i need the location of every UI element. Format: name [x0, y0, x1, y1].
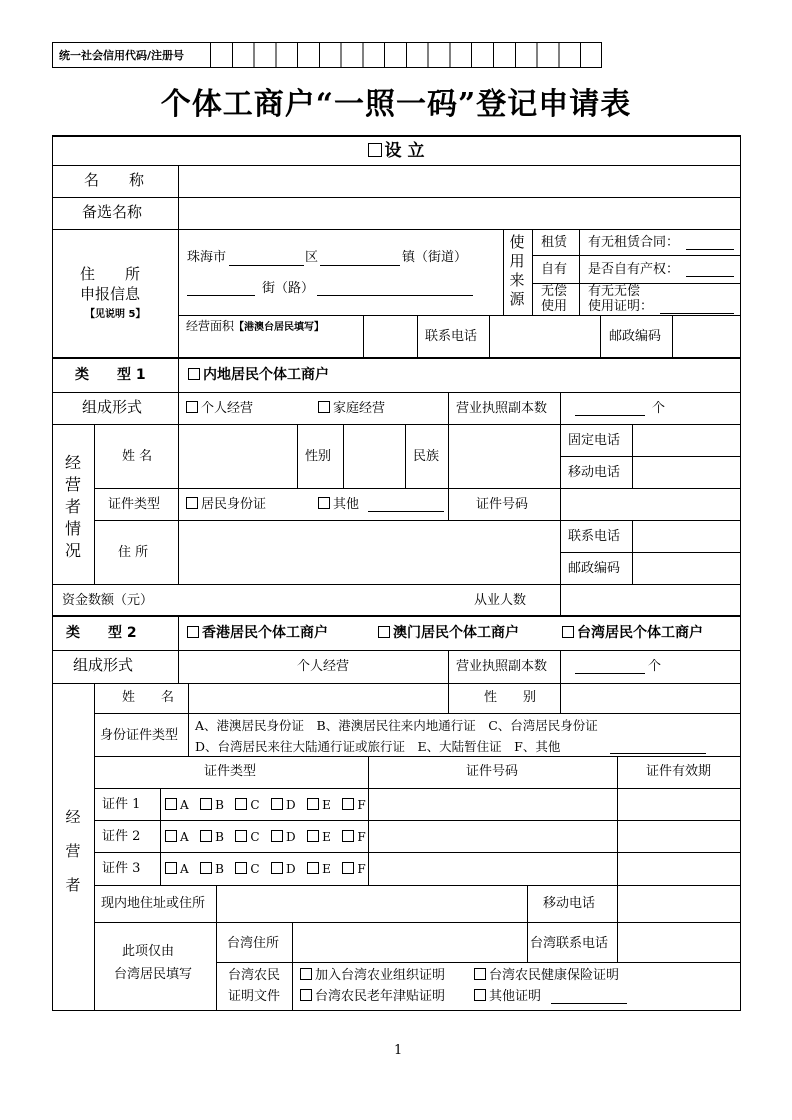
type2-org-form-label: 组成形式	[73, 656, 134, 674]
farmer-option-4[interactable]	[474, 989, 541, 1004]
type1-label: 类 型 1	[75, 367, 146, 383]
type2-col-type: 证件类型	[204, 764, 257, 779]
town-blank[interactable]	[320, 265, 400, 266]
type1-ethnic-input[interactable]	[449, 426, 559, 487]
type2-col-no: 证件号码	[466, 764, 519, 779]
type1-checkbox[interactable]	[188, 368, 200, 380]
farmer-option-1[interactable]	[300, 968, 445, 983]
type1-postcode-input[interactable]	[633, 553, 740, 583]
farmer-option-3[interactable]	[300, 989, 445, 1004]
name-label: 名 称	[84, 171, 145, 189]
cert2-options[interactable]: A B C D E F	[165, 830, 366, 845]
type1-mobile-input[interactable]	[633, 457, 740, 487]
type1-contact-phone-input[interactable]	[633, 521, 740, 551]
own-label: 自有	[541, 262, 568, 277]
type2-gender-label: 性 别	[484, 690, 537, 705]
type1-personal-option[interactable]	[186, 401, 253, 416]
type2-mobile-label: 移动电话	[543, 896, 596, 911]
tw-only-label-2: 台湾居民填写	[114, 967, 193, 982]
tw-phone-input[interactable]	[618, 924, 740, 961]
address-postcode-label: 邮政编码	[609, 329, 662, 344]
area-label-text: 经营面积	[186, 319, 235, 333]
cert1-label: 证件 1	[102, 797, 141, 812]
farmer-other-blank[interactable]	[551, 1003, 627, 1004]
area-note: 【港澳台居民填写】	[234, 322, 325, 333]
type2-id-other-blank[interactable]	[610, 753, 706, 754]
mainland-address-label: 现内地住址或住所	[101, 896, 206, 911]
type1-copies-unit: 个	[652, 401, 666, 416]
tw-phone-label: 台湾联系电话	[530, 936, 609, 951]
type1-option[interactable]	[188, 368, 329, 383]
page-number: 1	[394, 1043, 403, 1058]
city-label: 珠海市	[187, 250, 227, 265]
type1-ethnic-label: 民族	[413, 449, 440, 464]
cert3-options[interactable]: A B C D E F	[165, 862, 366, 877]
type2-label: 类 型 2	[66, 625, 137, 641]
type2-tw-label: 台湾居民个体工商户	[577, 625, 703, 641]
mainland-address-input[interactable]	[218, 887, 526, 921]
farmer-option-2[interactable]	[474, 968, 619, 983]
type1-personal-label: 个人经营	[201, 401, 254, 416]
type2-hk-checkbox[interactable]	[187, 626, 199, 638]
farmer-option-4-label: 其他证明	[489, 989, 542, 1004]
type1-copies-blank[interactable]	[575, 415, 645, 416]
type1-personal-checkbox[interactable]	[186, 401, 198, 413]
type1-fixed-phone-label: 固定电话	[568, 433, 621, 448]
type1-gender-label: 性别	[305, 449, 332, 464]
type2-option-tw[interactable]	[562, 626, 703, 641]
type1-postcode-label: 邮政编码	[568, 561, 621, 576]
type1-residence-input[interactable]	[180, 522, 559, 583]
cert1-valid-input[interactable]	[618, 789, 740, 819]
type1-family-checkbox[interactable]	[318, 401, 330, 413]
type1-family-label: 家庭经营	[333, 401, 386, 416]
type2-name-label: 姓 名	[122, 690, 175, 705]
type1-id-resident-option[interactable]	[186, 497, 266, 512]
type1-id-resident-label: 居民身份证	[201, 497, 267, 512]
type1-id-other-option[interactable]	[318, 497, 359, 512]
free-label-1: 无偿	[541, 284, 568, 299]
tw-address-label: 台湾住所	[227, 936, 280, 951]
type1-id-other-checkbox[interactable]	[318, 497, 330, 509]
rent-question: 有无租赁合同：	[588, 235, 680, 250]
cert2-label: 证件 2	[102, 829, 141, 844]
farmer-option-3-checkbox[interactable]	[300, 989, 312, 1001]
farmer-option-1-checkbox[interactable]	[300, 968, 312, 980]
name-input[interactable]	[180, 167, 740, 196]
type2-mo-label: 澳门居民个体工商户	[393, 625, 519, 641]
rent-label: 租赁	[541, 235, 568, 250]
type1-copies-label: 营业执照副本数	[456, 401, 548, 416]
area-label	[186, 319, 324, 335]
type1-id-other-blank[interactable]	[368, 511, 444, 512]
free-question-2: 使用证明：	[588, 299, 654, 314]
farmer-option-1-label: 加入台湾农业组织证明	[315, 968, 446, 983]
registration-code-cells[interactable]	[210, 42, 602, 68]
cert3-no-input[interactable]	[369, 853, 616, 884]
type1-name-input[interactable]	[180, 426, 296, 487]
type1-id-no-label: 证件号码	[476, 497, 529, 512]
section-setup	[0, 142, 792, 161]
type2-id-options-line2: D、台湾居民来往大陆通行证或旅行证 E、大陆暂住证 F、其他	[195, 739, 561, 754]
cert1-options[interactable]: A B C D E F	[165, 798, 366, 813]
type1-gender-input[interactable]	[344, 426, 404, 487]
address-note: 【见说明 5】	[85, 309, 146, 320]
free-answer[interactable]	[660, 313, 734, 314]
cert3-label: 证件 3	[102, 861, 141, 876]
type2-operator-side-label: 经营者	[65, 808, 81, 894]
type2-mobile-input[interactable]	[618, 887, 740, 921]
type2-id-type-label: 身份证件类型	[100, 728, 179, 743]
employees-input[interactable]	[561, 586, 740, 614]
tw-farmer-label-2: 证明文件	[228, 989, 281, 1004]
free-label-2: 使用	[541, 299, 568, 314]
alt-name-label: 备选名称	[82, 203, 143, 221]
type1-id-other-label: 其他	[333, 497, 360, 512]
street-prefix-blank[interactable]	[187, 295, 255, 296]
employees-label: 从业人数	[474, 593, 527, 608]
farmer-option-4-checkbox[interactable]	[474, 989, 486, 1001]
type2-hk-label: 香港居民个体工商户	[202, 625, 328, 641]
address-phone-label: 联系电话	[425, 329, 478, 344]
type1-contact-phone-label: 联系电话	[568, 529, 621, 544]
type2-name-input[interactable]	[190, 685, 447, 712]
cert2-valid-input[interactable]	[618, 821, 740, 851]
setup-checkbox[interactable]	[368, 143, 382, 157]
type1-name-label: 姓 名	[122, 449, 153, 464]
type2-id-options-line1: A、港澳居民身份证 B、港澳居民往来内地通行证 C、台湾居民身份证	[195, 718, 598, 733]
farmer-option-2-checkbox[interactable]	[474, 968, 486, 980]
cert3-valid-input[interactable]	[618, 853, 740, 884]
type2-personal-label: 个人经营	[297, 659, 350, 674]
type1-mobile-label: 移动电话	[568, 465, 621, 480]
type2-option-mo[interactable]	[378, 626, 519, 641]
type1-org-form-label: 组成形式	[82, 398, 143, 416]
farmer-option-2-label: 台湾农民健康保险证明	[489, 968, 620, 983]
usage-source-label: 使用来源	[509, 233, 525, 308]
type1-fixed-phone-input[interactable]	[633, 425, 740, 455]
capital-label: 资金数额（元）	[62, 593, 154, 608]
type2-copies-blank[interactable]	[575, 673, 645, 674]
address-phone-input[interactable]	[490, 316, 599, 356]
cert2-no-input[interactable]	[369, 821, 616, 851]
farmer-option-3-label: 台湾农民老年津贴证明	[315, 989, 446, 1004]
type1-residence-label: 住 所	[118, 545, 149, 560]
area-input[interactable]	[364, 316, 416, 356]
section-setup-label: 设 立	[384, 141, 425, 161]
own-question: 是否自有产权：	[588, 262, 680, 277]
type2-copies-unit: 个	[648, 659, 662, 674]
type1-family-option[interactable]	[318, 401, 385, 416]
type1-option-label: 内地居民个体工商户	[203, 367, 329, 383]
street-blank[interactable]	[317, 295, 473, 296]
tw-farmer-label-1: 台湾农民	[228, 968, 281, 983]
alt-name-input[interactable]	[180, 199, 740, 228]
own-answer[interactable]	[686, 276, 734, 277]
cert1-no-input[interactable]	[369, 789, 616, 819]
type2-gender-input[interactable]	[561, 685, 740, 712]
address-postcode-input[interactable]	[673, 316, 740, 356]
form-title: 个体工商户“一照一码”登记申请表	[160, 87, 632, 122]
type2-tw-checkbox[interactable]	[562, 626, 574, 638]
district-blank[interactable]	[229, 265, 304, 266]
type2-copies-label: 营业执照副本数	[456, 659, 548, 674]
district-label: 区	[305, 250, 319, 265]
rent-answer[interactable]	[686, 249, 734, 250]
type2-option-hk[interactable]	[187, 626, 328, 641]
registration-code-label: 统一社会信用代码/注册号	[59, 49, 185, 62]
address-label-1: 住 所	[80, 265, 141, 283]
tw-address-input[interactable]	[294, 924, 526, 961]
type1-id-type-label: 证件类型	[108, 497, 161, 512]
address-label-2: 申报信息	[80, 285, 141, 303]
type1-operator-side-label: 经营者情况	[64, 453, 81, 560]
street-label: 街（路）	[262, 281, 315, 296]
tw-only-label-1: 此项仅由	[122, 944, 175, 959]
type2-col-valid: 证件有效期	[646, 764, 712, 779]
type1-id-no-input[interactable]	[561, 489, 740, 519]
free-question-1: 有无无偿	[588, 284, 641, 299]
town-label: 镇（街道）	[402, 250, 468, 265]
type1-id-resident-checkbox[interactable]	[186, 497, 198, 509]
type2-mo-checkbox[interactable]	[378, 626, 390, 638]
